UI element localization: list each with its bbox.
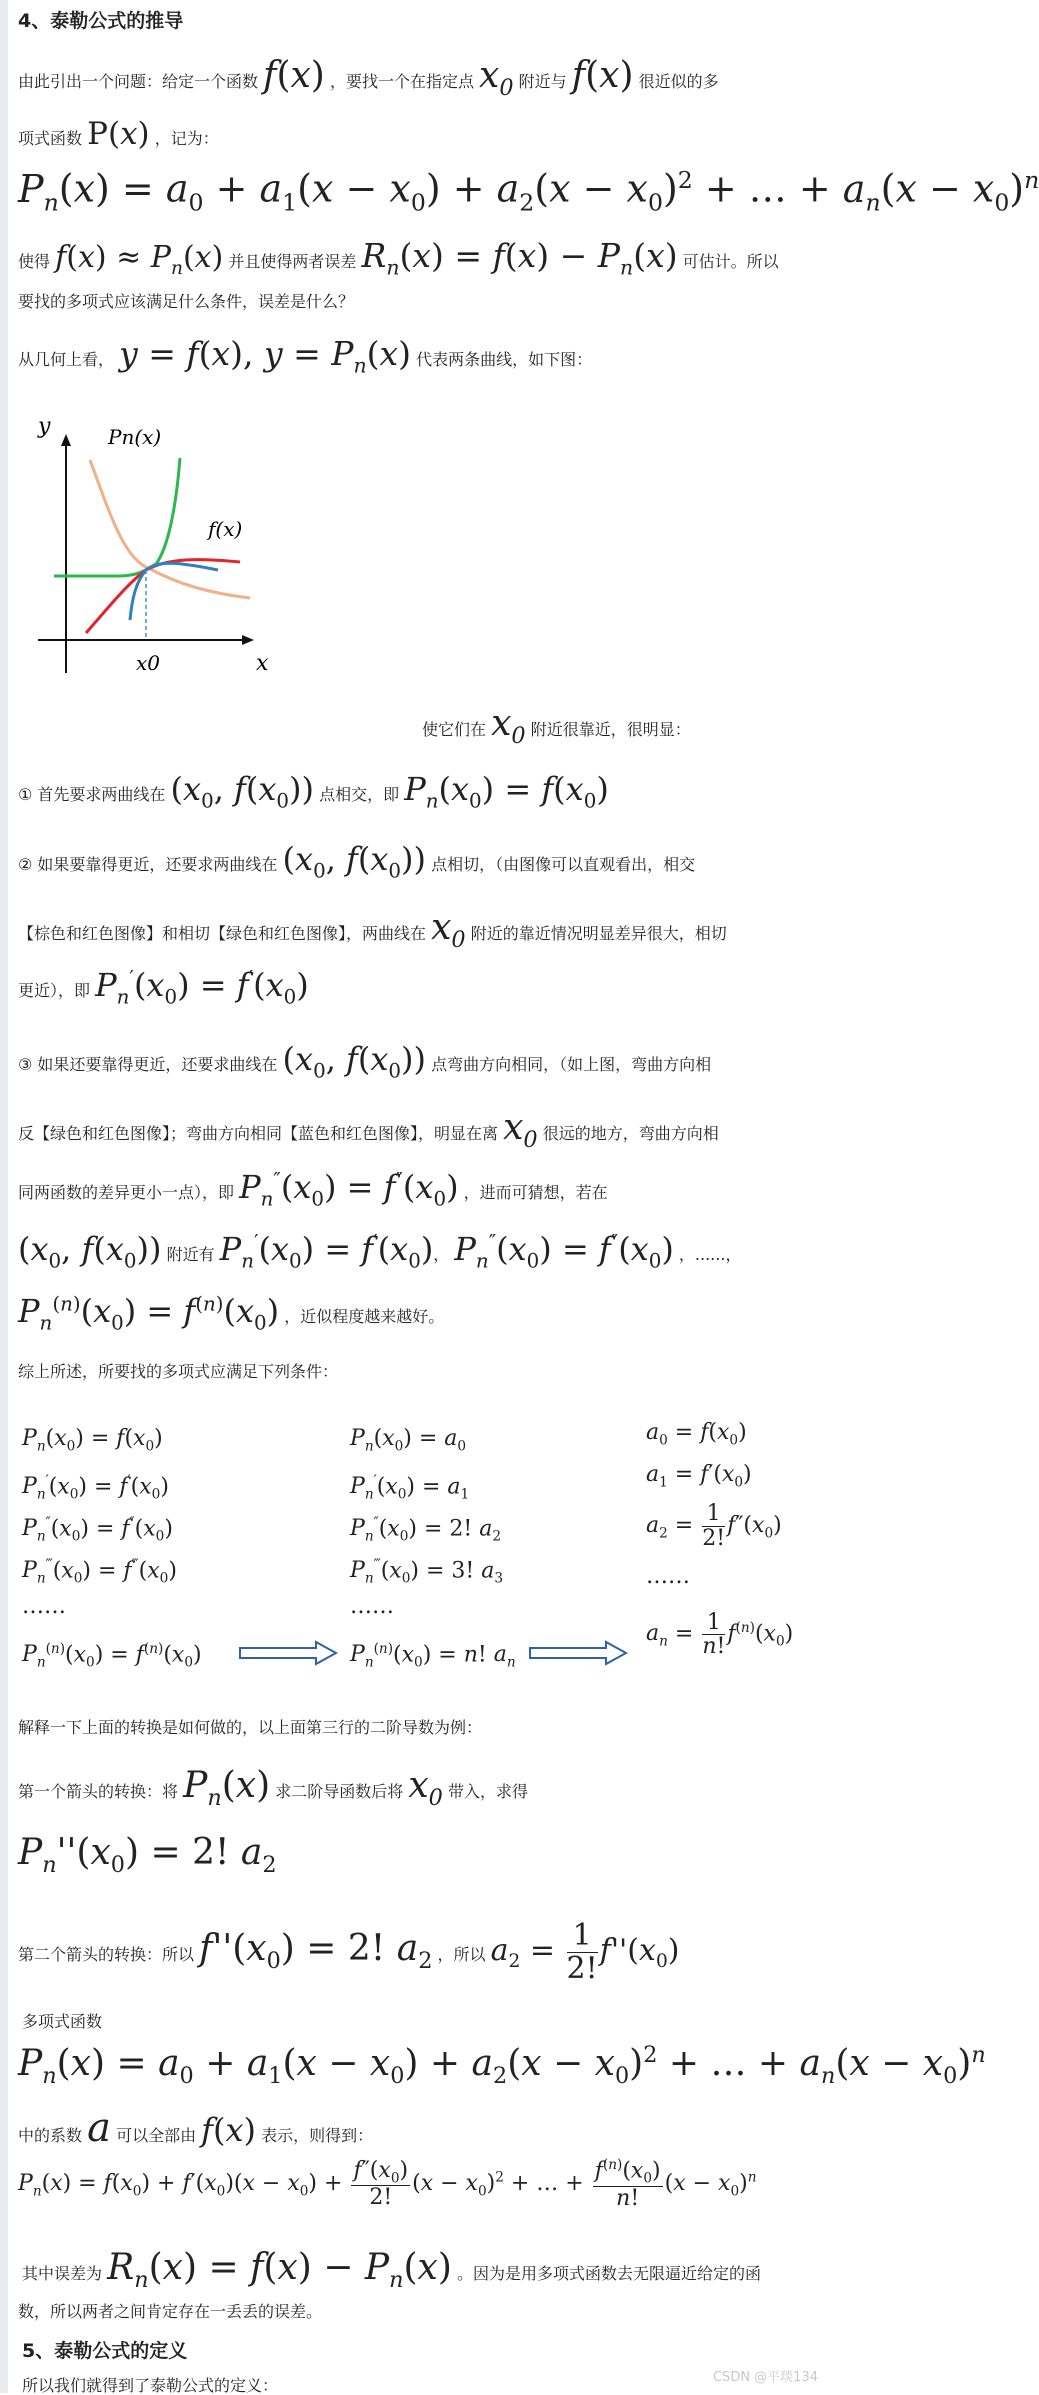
paragraph-error-line2: 要找的多项式应该满足什么条件，误差是什么？ (18, 292, 355, 311)
text-run: ，进而可猜想，若在 (463, 1183, 608, 1202)
label-y: y (38, 414, 51, 439)
section-heading-4: 4、泰勒公式的推导 (18, 10, 184, 32)
section-heading-5: 5、泰勒公式的定义 (22, 2340, 188, 2362)
table-col-coefficients: $P_n(x_0) = a_0$ $P_n'(x_0) = a_1$ $P_n''(x_0) = 2$! $a_2$ $P_n^‴(x_0) = 3$! $a_3$ …… $P_n^{(n)}(x_0) = n$! $a_n$ (350, 1426, 516, 1671)
text-run: 【棕色和红色图像】和相切【绿色和红色图像】，两曲线在 (18, 924, 427, 943)
text-run: ，所以 (437, 1945, 486, 1964)
text-run: 附近的靠近情况明显差异很大，相切 (470, 924, 727, 943)
watermark: CSDN @平琰134 (712, 2370, 818, 2385)
explain-line: 解释一下上面的转换是如何做的，以上面第三行的二阶导数为例： (18, 1718, 483, 1737)
text-run: 点弯曲方向相同，（如上图，弯曲方向相 (431, 1055, 712, 1074)
math-two-curves: y = f(x), $y = P_n(x)$ (119, 334, 412, 378)
curve-green (54, 458, 180, 576)
text-run: 可以全部由 (116, 2126, 197, 2145)
text-run: ，近似程度越来越好。 (284, 1307, 445, 1326)
text-run: 由此引出一个问题：给定一个函数 (18, 72, 259, 91)
condition-3-line2: 反【绿色和红色图像】；弯曲方向相同【蓝色和红色图像】，明显在离 $x_0$ 很远的地方，弯曲方向相 (18, 1107, 719, 1154)
label-x: x (256, 651, 269, 676)
table-col-conditions: $P_n(x_0) = f(x_0)$ $P_n'(x_0) = f'(x_0)$ $P_n''(x_0) = f''(x_0)$ $P_n^‴(x_0) = f^‴(x_0)$ …… $P_n^{(n)}(x_0) = f^{(n)}(x_0)$ (22, 1426, 202, 1671)
text-run: 点相切，（由图像可以直观看出，相交 (431, 855, 696, 874)
math-fx: f (263, 55, 277, 96)
math-fx: f (571, 55, 586, 96)
arrow-2-icon (528, 1640, 628, 1666)
condition-2-line3 (18, 966, 309, 1009)
text-run: 表示，则得到： (261, 2126, 374, 2145)
math-x0: $x_0$ (491, 703, 526, 750)
text-run: 使它们在 (422, 720, 487, 739)
math-x0: $x_0$ (479, 55, 514, 102)
text-run: 求二阶导函数后将 (275, 1782, 404, 1801)
error-line2: 数，所以两者之间肯定存在一丢丢的误差。 (18, 2302, 323, 2321)
condition-3-line5: $P_n^{(n)}(x_0) = f^{(n)}(x_0)$ ，近似程度越来越好。 (18, 1292, 445, 1335)
paragraph-geometry (18, 334, 592, 378)
label-x0: x0 (136, 651, 161, 675)
text-run: 附近有 (166, 1245, 215, 1264)
text-run: ③ 如果还要靠得更近，还要求曲线在 (18, 1055, 278, 1074)
left-margin-bar (0, 0, 8, 2393)
text-run: 其中误差为 (22, 2264, 103, 2283)
text-run: 同两函数的差异更小一点），即 (18, 1183, 235, 1202)
text-run: 项式函数 (18, 129, 83, 148)
y-axis-arrow (61, 434, 71, 446)
text-run: 很远的地方，弯曲方向相 (542, 1124, 719, 1143)
text-run: 从几何上看， (18, 350, 115, 369)
paragraph-intro-line1: 由此引出一个问题：给定一个函数 f(x) ，要找一个在指定点 $x_0$ 附近与 f(x) 很近似的多 (18, 55, 719, 102)
conditions-table (22, 1418, 822, 1678)
text-run: 并且使得两者误差 (228, 252, 357, 271)
paragraph-intro-line2 (18, 116, 219, 153)
text-run: 。因为是用多项式函数去无限逼近给定的函 (456, 2264, 761, 2283)
text-run: ，......， (678, 1245, 742, 1264)
condition-3-line1: ③ 如果还要靠得更近，还要求曲线在 ($x_0$, $f(x_0)$) 点弯曲方向相同，（如上图，弯曲方向相 (18, 1040, 712, 1083)
paragraph-error-line1 (18, 236, 779, 280)
condition-3-line4: ($x_0$, $f(x_0)$) 附近有 $P_n'(x_0) = f'(x_0)$， $P_n''(x_0) = f''(x_0)$ ，......， (18, 1230, 742, 1273)
condition-3-line3: 同两函数的差异更小一点），即 $P_n''(x_0) = f''(x_0)$ ，进而可猜想，若在 (18, 1168, 608, 1211)
text-run: ② 如果要靠得更近，还要求两曲线在 (18, 855, 278, 874)
condition-2-line2: 【棕色和红色图像】和相切【绿色和红色图像】，两曲线在 $x_0$ 附近的靠近情况明显差异很大，相切 (18, 907, 727, 954)
coef-line: 中的系数 a 可以全部由 f(x) 表示，则得到： (18, 2105, 374, 2151)
label-pn: Pn(x) (108, 425, 162, 449)
arrow2-explain: 第二个箭头的转换：所以 $f''(x_0) = 2$! $a_2$ ，所以 $a_2$ = $\frac{1}{2!}$ $f''(x_0)$ (18, 1918, 680, 1986)
math-cond1: $P_n(x_0) = f(x_0)$ (404, 770, 609, 813)
label-fx: f(x) (208, 517, 243, 541)
curves-figure (28, 398, 428, 688)
text-run: 附近与 (518, 72, 567, 91)
text-run: 更近），即 (18, 981, 91, 1000)
text-run: 中的系数 (18, 2126, 83, 2145)
arrow1-explain: 第一个箭头的转换：将 $P_n(x)$ 求二阶导函数后将 $x_0$ 带入，求得 (18, 1765, 528, 1812)
text-run: 很近似的多 (638, 72, 719, 91)
condition-1: ① 首先要求两曲线在 ($x_0$, $f(x_0)$) 点相交，即 $P_n(x_0) = f(x_0)$ (18, 770, 609, 813)
last-line: 所以我们就得到了泰勒公式的定义： (22, 2376, 279, 2395)
text-run: 反【绿色和红色图像】；弯曲方向相同【蓝色和红色图像】，明显在离 (18, 1124, 499, 1143)
arrow-1-icon (238, 1640, 338, 1666)
text-run: 第二个箭头的转换：所以 (18, 1945, 195, 1964)
error-line1: 其中误差为 $R_n(x) = f(x) - P_n(x)$ 。因为是用多项式函数去无限逼近给定的函 (22, 2247, 761, 2294)
curve-blue (130, 563, 218, 620)
text-run: 附近很靠近，很明显： (530, 720, 691, 739)
math-remainder: $R_n(x) = f(x) - P_n(x)$ (361, 236, 678, 280)
math-cond2: $P_n'(x_0) = f'(x_0)$ (95, 966, 309, 1009)
text-run: 带入，求得 (447, 1782, 528, 1801)
text-run: 第一个箭头的转换：将 (18, 1782, 179, 1801)
formula-taylor-polynomial: $P_n(x) = a_0 + a_1(x - x_0) + a_2(x - x_0)^2$ + … + $a_n(x - x_0)^n$ (18, 166, 1039, 217)
table-col-results: $a_0 = f(x_0)$ $a_1 = f'(x_0)$ $a_2$ = $\frac{1}{2!}$ $f''(x_0)$ …… $a_n$ = $\frac{1}{n!}$ $f^{(n)}(x_0)$ (646, 1420, 794, 1659)
formula-polynomial-repeat: $P_n(x) = a_0 + a_1(x - x_0) + a_2(x - x_0)^2$ + … + $a_n(x - x_0)^n$ (18, 2042, 986, 2090)
math-approx: $f(x) \approx P_n(x)$ (55, 240, 224, 279)
paragraph-close (422, 702, 691, 750)
math-px: P(x) (87, 116, 150, 152)
text-run: 可估计。所以 (682, 252, 779, 271)
formula-taylor-expansion: $P_n(x) = f(x_0) + f'(x_0)(x - x_0)$ + $\frac{f''(x_0)}{2!}$ $(x - x_0)^2$ + … + $\frac{f^{(n)}(x_0)}{n!}$ $(x - x_0)^n$ (18, 2157, 757, 2212)
text-run: 点相交，即 (319, 785, 400, 804)
poly-label: 多项式函数 (22, 2012, 103, 2031)
text-run: 代表两条曲线，如下图： (416, 350, 593, 369)
x-axis-arrow (242, 635, 254, 645)
condition-2-line1: ② 如果要靠得更近，还要求两曲线在 ($x_0$, $f(x_0)$) 点相切，（由图像可以直观看出，相交 (18, 840, 696, 883)
formula-second-derivative: $P_n''(x_0) = 2$! $a_2$ (18, 1832, 277, 1879)
text-run: ，要找一个在指定点 (329, 72, 474, 91)
summary-line: 综上所述，所要找的多项式应满足下列条件： (18, 1362, 339, 1381)
text-run: ① 首先要求两曲线在 (18, 785, 166, 804)
text-run: ，记为： (154, 129, 219, 148)
text-run: 使得 (18, 252, 51, 271)
